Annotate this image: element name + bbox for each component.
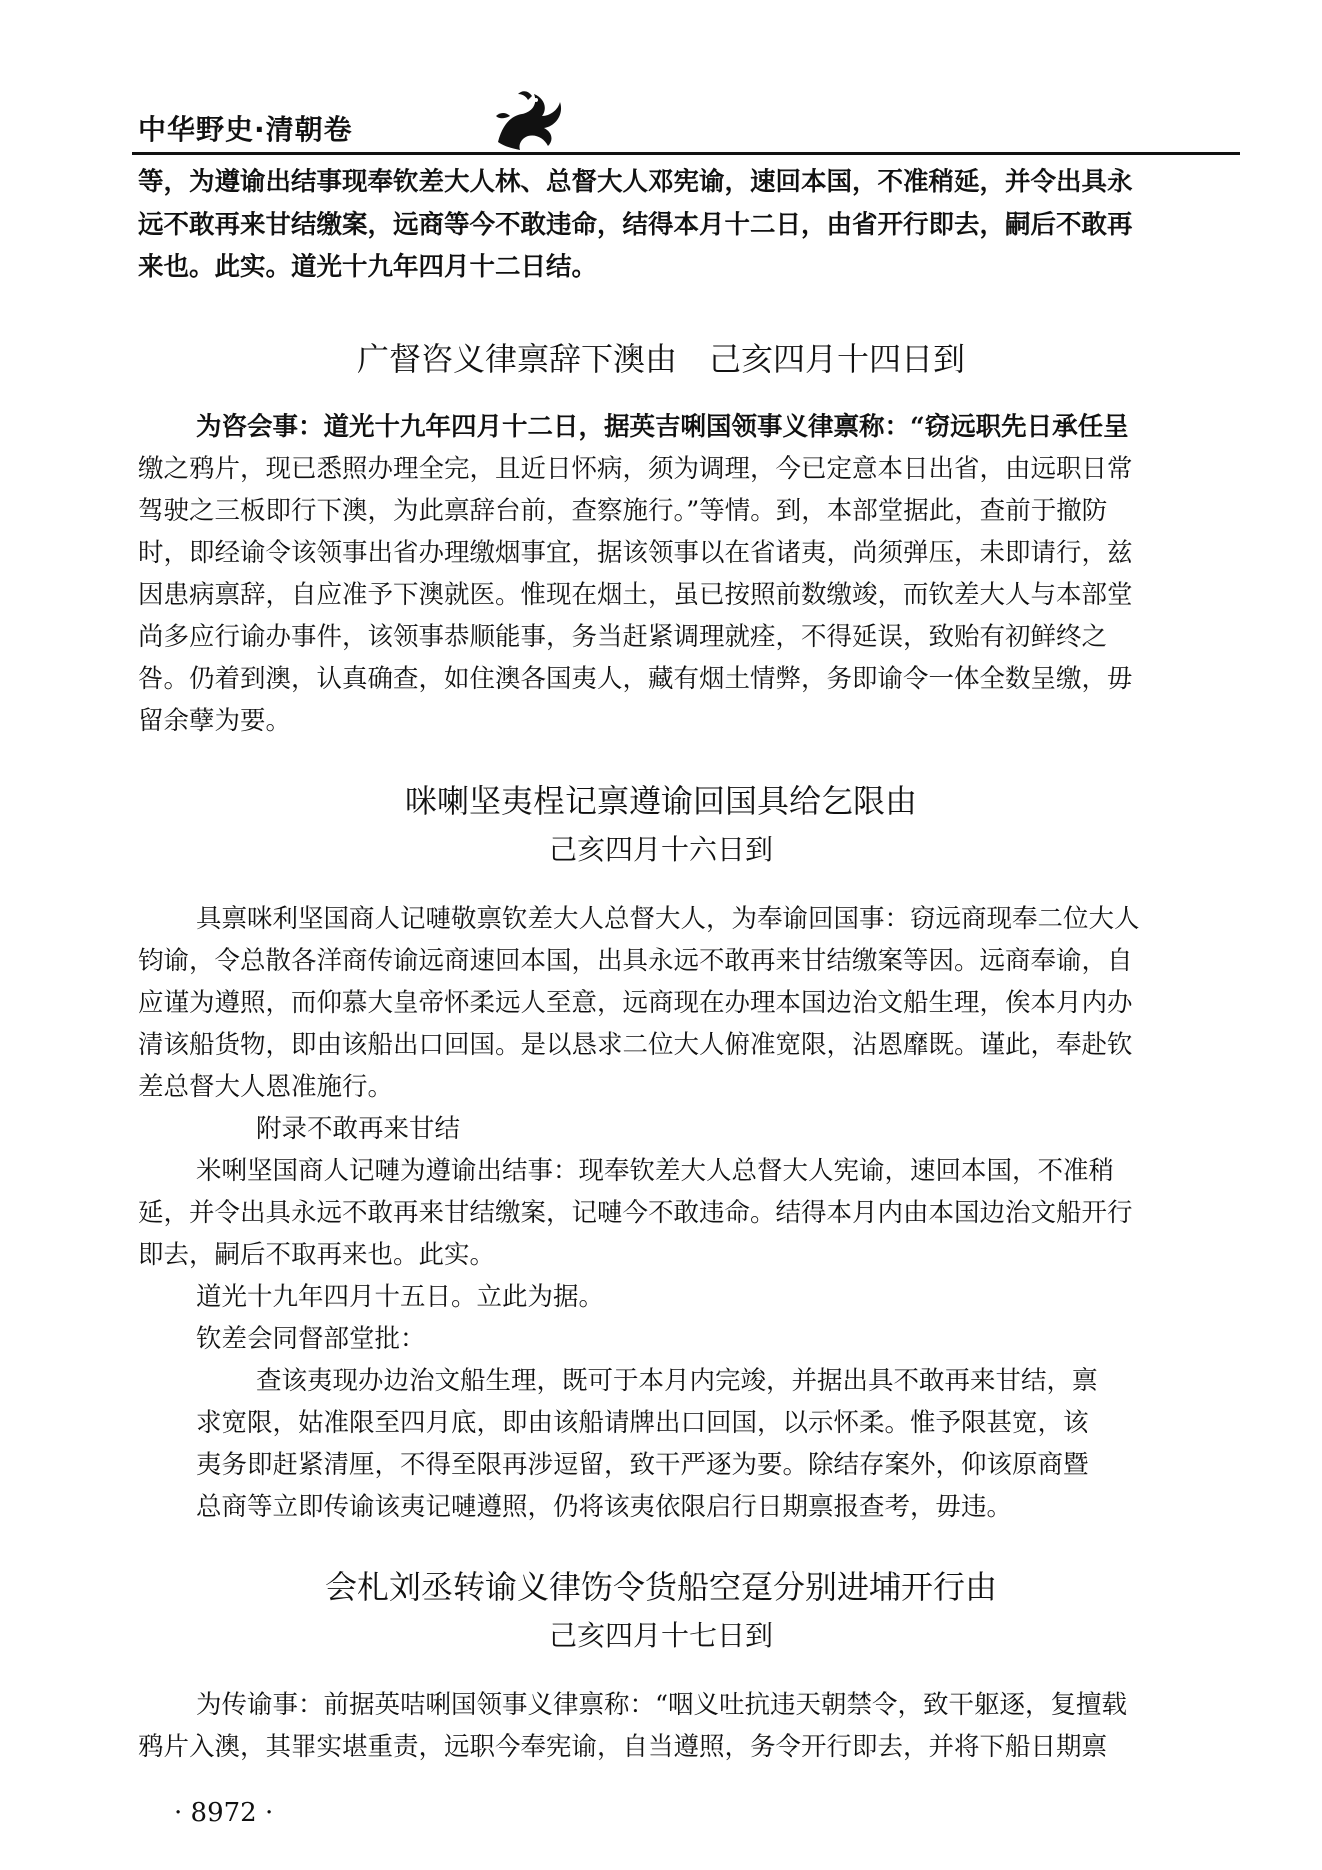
text-line: 清该船货物，即由该船出口回国。是以恳求二位大人俯准宽限，沾恩靡既。谨此，奉赴钦 xyxy=(138,1030,1133,1060)
text-line: 总商等立即传谕该夷记嗹遵照，仍将该夷依限启行日期禀报查考，毋违。 xyxy=(196,1492,1013,1522)
text-line: 应谨为遵照，而仰慕大皇帝怀柔远人至意，远商现在办理本国边治文船生理，俟本月内办 xyxy=(138,988,1133,1018)
text-line: 驾驶之三板即行下澳，为此禀辞台前，查察施行。”等情。到，本部堂据此，查前于撤防 xyxy=(138,496,1108,526)
header-rule xyxy=(132,152,1240,155)
text-line: 鸦片入澳，其罪实堪重责，远职今奉宪谕，自当遵照，务令开行即去，并将下船日期禀 xyxy=(138,1732,1108,1762)
section-title: 广督咨义律禀辞下澳由 己亥四月十四日到 xyxy=(356,340,965,378)
text-line: 查该夷现办边治文船生理，既可于本月内完竣，并据出具不敢再来甘结，禀 xyxy=(256,1366,1098,1396)
dragon-emblem-icon xyxy=(488,86,566,152)
section-title: 会札刘丞转谕义律饬令货船空趸分别进埔开行由 xyxy=(324,1568,997,1606)
appendix-heading: 附录不敢再来甘结 xyxy=(256,1114,461,1144)
text-line: 夷务即赶紧清厘，不得至限再涉逗留，致干严逐为要。除结存案外，仰该原商暨 xyxy=(196,1450,1089,1480)
text-line: 远不敢再来甘结缴案，远商等今不敢违命，结得本月十二日，由省开行即去，嗣后不敢再 xyxy=(138,210,1133,240)
page-number: · 8972 · xyxy=(174,1798,274,1828)
text-line: 米唎坚国商人记嗹为遵谕出结事：现奉钦差大人总督大人宪谕，速回本国，不准稍 xyxy=(196,1156,1115,1186)
section-title: 咪喇坚夷桯记禀遵谕回国具给乞限由 xyxy=(404,782,917,820)
text-line: 尚多应行谕办事件，该领事恭顺能事，务当赶紧调理就痊，不得延误，致贻有初鲜终之 xyxy=(138,622,1108,652)
text-line: 延，并令出具永远不敢再来甘结缴案，记嗹今不敢违命。结得本月内由本国边治文船开行 xyxy=(138,1198,1133,1228)
text-line: 因患病禀辞，自应准予下澳就医。惟现在烟土，虽已按照前数缴竣，而钦差大人与本部堂 xyxy=(138,580,1133,610)
text-line: 具禀咪利坚国商人记嗹敬禀钦差大人总督大人，为奉谕回国事：窃远商现奉二位大人 xyxy=(196,904,1140,934)
text-line: 时，即经谕令该领事出省办理缴烟事宜，据该领事以在省诸夷，尚须弹压，未即请行，兹 xyxy=(138,538,1133,568)
section-date: 己亥四月十六日到 xyxy=(548,833,773,866)
text-line: 等，为遵谕出结事现奉钦差大人林、总督大人邓宪谕，速回本国，不准稍延，并令出具永 xyxy=(138,167,1133,197)
text-line: 为传谕事：前据英咭唎国领事义律禀称：“咽义吐抗违天朝禁令，致干躯逐，复擅载 xyxy=(196,1690,1128,1720)
section-date: 己亥四月十七日到 xyxy=(548,1619,773,1652)
text-line: 为咨会事：道光十九年四月十二日，据英吉唎国领事义律禀称：“窃远职先日承任呈 xyxy=(196,412,1129,442)
text-line: 留余孽为要。 xyxy=(138,706,292,736)
text-line: 钧谕，令总散各洋商传谕远商速回本国，出具永远不敢再来甘结缴案等因。远商奉谕，自 xyxy=(138,946,1133,976)
text-line: 即去，嗣后不取再来也。此实。 xyxy=(138,1240,496,1270)
text-line: 咎。仍着到澳，认真确查，如住澳各国夷人，藏有烟土情弊，务即谕令一体全数呈缴，毋 xyxy=(138,664,1133,694)
text-line: 差总督大人恩准施行。 xyxy=(138,1072,394,1102)
running-title: 中华野史·清朝卷 xyxy=(138,113,353,146)
text-line: 钦差会同督部堂批： xyxy=(196,1324,426,1354)
text-line: 求宽限，姑准限至四月底，即由该船请牌出口回国，以示怀柔。惟予限甚宽，该 xyxy=(196,1408,1089,1438)
text-line: 来也。此实。道光十九年四月十二日结。 xyxy=(138,252,598,282)
text-line: 道光十九年四月十五日。立此为据。 xyxy=(196,1282,605,1312)
text-line: 缴之鸦片，现已悉照办理全完，且近日怀病，须为调理，今已定意本日出省，由远职日常 xyxy=(138,454,1133,484)
